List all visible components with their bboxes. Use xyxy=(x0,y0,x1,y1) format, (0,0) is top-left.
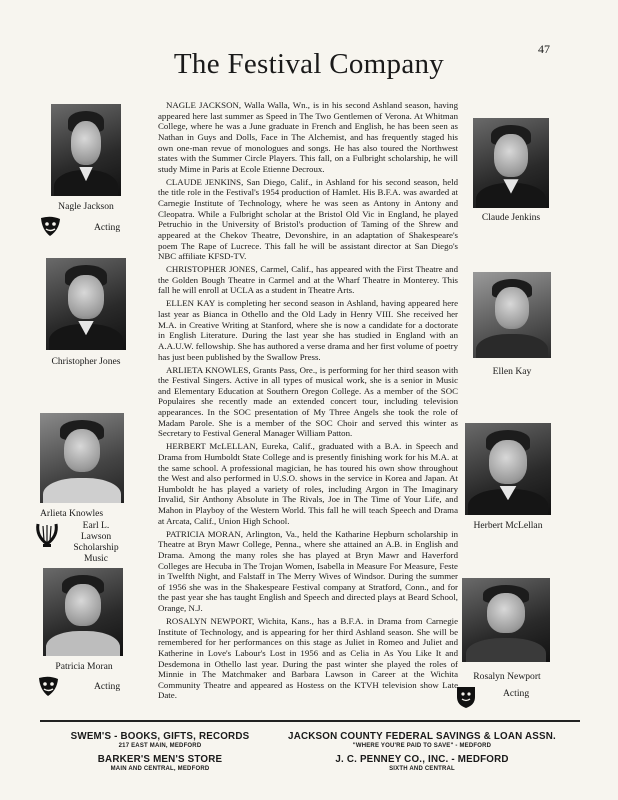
caption-nagle-jackson: Nagle Jackson xyxy=(58,201,114,212)
ad-barkers-name: BARKER'S MEN'S STORE xyxy=(97,754,223,765)
ad-barkers-address: MAIN AND CENTRAL, MEDFORD xyxy=(110,766,210,772)
tag-nagle-jackson: Acting xyxy=(94,222,121,233)
caption-herbert-mclellan: Herbert McLellan xyxy=(473,520,543,531)
tag-arlieta-knowles-4: Music xyxy=(84,553,108,564)
portrait-photo-nagle-jackson xyxy=(51,104,121,196)
music-lyre-emblem xyxy=(34,520,60,548)
caption-rosalyn-newport: Rosalyn Newport xyxy=(473,671,541,682)
page-number: 47 xyxy=(538,42,550,56)
acting-mask-emblem xyxy=(36,674,62,700)
tag-rosalyn-newport: Acting xyxy=(503,688,530,699)
tag-arlieta-knowles-3: Scholarship xyxy=(73,542,119,553)
bio-arlieta-knowles: ARLIETA KNOWLES, Grants Pass, Ore., is performing for her third season with the Festival Singers. Active in all types of musical work, she is a senior in Music and Elementary Education at Southern Oregon College. As a member of the SOC Populaires she recently made an extended concert tour, including television appearances. In the SOC presentation of My Three Angels she took the role of Madam Parole. She is a member of the SOC Choir and served this winter as Secretary to Festival General Manager William Patton. xyxy=(158,364,458,439)
caption-claude-jenkins: Claude Jenkins xyxy=(481,212,541,223)
bio-christopher-jones: CHRISTOPHER JONES, Carmel, Calif., has appeared with the First Theatre and the Golden Bough Theatre in Carmel and at the Wharf Theatre in Monterey. This fall he will enroll at UCLA as a student in Theatre Arts. xyxy=(158,264,458,296)
ad-jc-penney-name: J. C. PENNEY CO., INC. - MEDFORD xyxy=(335,754,509,765)
bio-patricia-moran: PATRICIA MORAN, Arlington, Va., held the Katharine Hepburn scholarship in Theatre at Bryn Mawr College, Penna., where she attained an A.B. in English and Drama. Among the many roles she has played at Bryn Mawr and Haverford Colleges are Hecuba in The Trojan Women, Isabella in Measure For Measure, Feste in Twelfth Night, and Falstaff in The Merry Wives of Windsor. During the summer of 1956 she was in the Shakespeare Festival company at Stratford, Conn., and for the past year she has taught English and Speech and directed plays at Beard School, Orange, N.J. xyxy=(158,528,458,614)
caption-ellen-kay: Ellen Kay xyxy=(492,366,532,377)
ad-swems-name: SWEM'S - BOOKS, GIFTS, RECORDS xyxy=(70,731,250,742)
bio-rosalyn-newport: ROSALYN NEWPORT, Wichita, Kans., has a B.F.A. in Drama from Carnegie Institute of Technology, and is appearing for her third Ashland season. She will be remembered for her performances on this stage as Juliet in Romeo and Juliet and Katherine in Love's Labour's Lost in 1956 and as Celia in As You Like It and Desdemona in Othello last year. During the past winter she played the roles of Minnie in The Matchmaker and Barbara Lawson in Career at the Wichita Community Theatre and appeared as Hostess on the KTVH television show Late Date. xyxy=(158,616,458,701)
ad-jackson-county-federal-slogan: "WHERE YOU'RE PAID TO SAVE" - MEDFORD xyxy=(352,743,492,749)
bio-claude-jenkins: CLAUDE JENKINS, San Diego, Calif., in Ashland for his second season, held the title role in the Festival's 1954 production of Hamlet. His B.F.A. was awarded at Carnegie Institute of Technology, where he was seen as Antony in Antony and Cleopatra. While a Fulbright scholar at the Bristol Old Vic in England, he played Petruchio in the University of Bristol's production of Taming of the Shrew and appeared at the Chekov Theatre, Devonshire, in an adaptation of Shakespeare's poem The Rape of Lucrece. This fall he will be assistant director at San Diego's NBC affiliate KFSD-TV. xyxy=(158,176,458,262)
tag-patricia-moran: Acting xyxy=(94,681,121,692)
caption-arlieta-knowles: Arlieta Knowles xyxy=(40,508,104,519)
ad-swems xyxy=(60,731,260,749)
portrait-photo-patricia-moran xyxy=(43,568,123,656)
tag-arlieta-knowles-2: Lawson xyxy=(80,531,112,542)
ad-swems-address: 217 EAST MAIN, MEDFORD xyxy=(118,743,202,749)
bio-nagle-jackson: NAGLE JACKSON, Walla Walla, Wn., is in his second Ashland season, having appeared here last summer as Speed in The Two Gentlemen of Verona. At Whitman College, where he was a June graduate in French and English, he has been seen as Nathan in Guys and Dolls, Face in The Alchemist, and has frequently staged his own one-man revue of monologues and songs. He has also toured the Northwest states with the Summer Circle Players. This fall, on a Fulbright scholarship, he will study Mime in Paris at Ecole Etienne Decroux. xyxy=(158,100,458,174)
acting-mask-emblem xyxy=(38,214,64,240)
tag-arlieta-knowles-1: Earl L. xyxy=(82,520,110,531)
ad-jc-penney xyxy=(272,754,572,772)
bio-ellen-kay: ELLEN KAY is completing her second season in Ashland, having appeared here last year as Bianca in Othello and the Old Lady in Henry VIII. She received her M.A. in Creative Writing at Stanford, where she is now a candidate for a doctorate in English Literature. During the last year she has studied in England with an A.A.U.W. fellowship. She has authored a verse drama and her first volume of poetry has just been published by the Swallow Press. xyxy=(158,298,458,362)
ad-jackson-county-federal-name: JACKSON COUNTY FEDERAL SAVINGS & LOAN ASSN. xyxy=(288,731,556,742)
ad-jackson-county-federal xyxy=(272,731,572,749)
ad-barkers xyxy=(60,754,260,772)
bio-herbert-mclellan: HERBERT McLELLAN, Eureka, Calif., graduated with a B.A. in Speech and Drama from Humboldt State College and is presently finishing work for his M.A. at the same school. A professional magician, he has toured his own show throughout the West and also performed in U.S.O. shows in the service in Korea and Japan. At Humboldt he has played a variety of roles, including Argon in The Imaginary Invalid, Sir Anthony Absolute in The Rivals, Joe in The Time of Your Life, and Mahon in Playboy of the Western World. This fall he will teach Speech and Drama at Arcata, Calif., Union High School. xyxy=(158,441,458,526)
portrait-photo-arlieta-knowles xyxy=(40,413,124,503)
portrait-photo-herbert-mclellan xyxy=(465,423,551,515)
caption-patricia-moran: Patricia Moran xyxy=(55,661,113,672)
page-title: The Festival Company xyxy=(173,48,445,80)
caption-christopher-jones: Christopher Jones xyxy=(51,356,121,367)
portrait-photo-rosalyn-newport xyxy=(462,578,550,662)
portrait-photo-claude-jenkins xyxy=(473,118,549,208)
portrait-photo-christopher-jones xyxy=(46,258,126,350)
ad-jc-penney-address: SIXTH AND CENTRAL xyxy=(389,766,455,772)
footer-divider xyxy=(40,720,580,722)
portrait-photo-ellen-kay xyxy=(473,272,551,358)
biographies-column xyxy=(158,100,458,704)
acting-shield-emblem xyxy=(455,685,477,709)
